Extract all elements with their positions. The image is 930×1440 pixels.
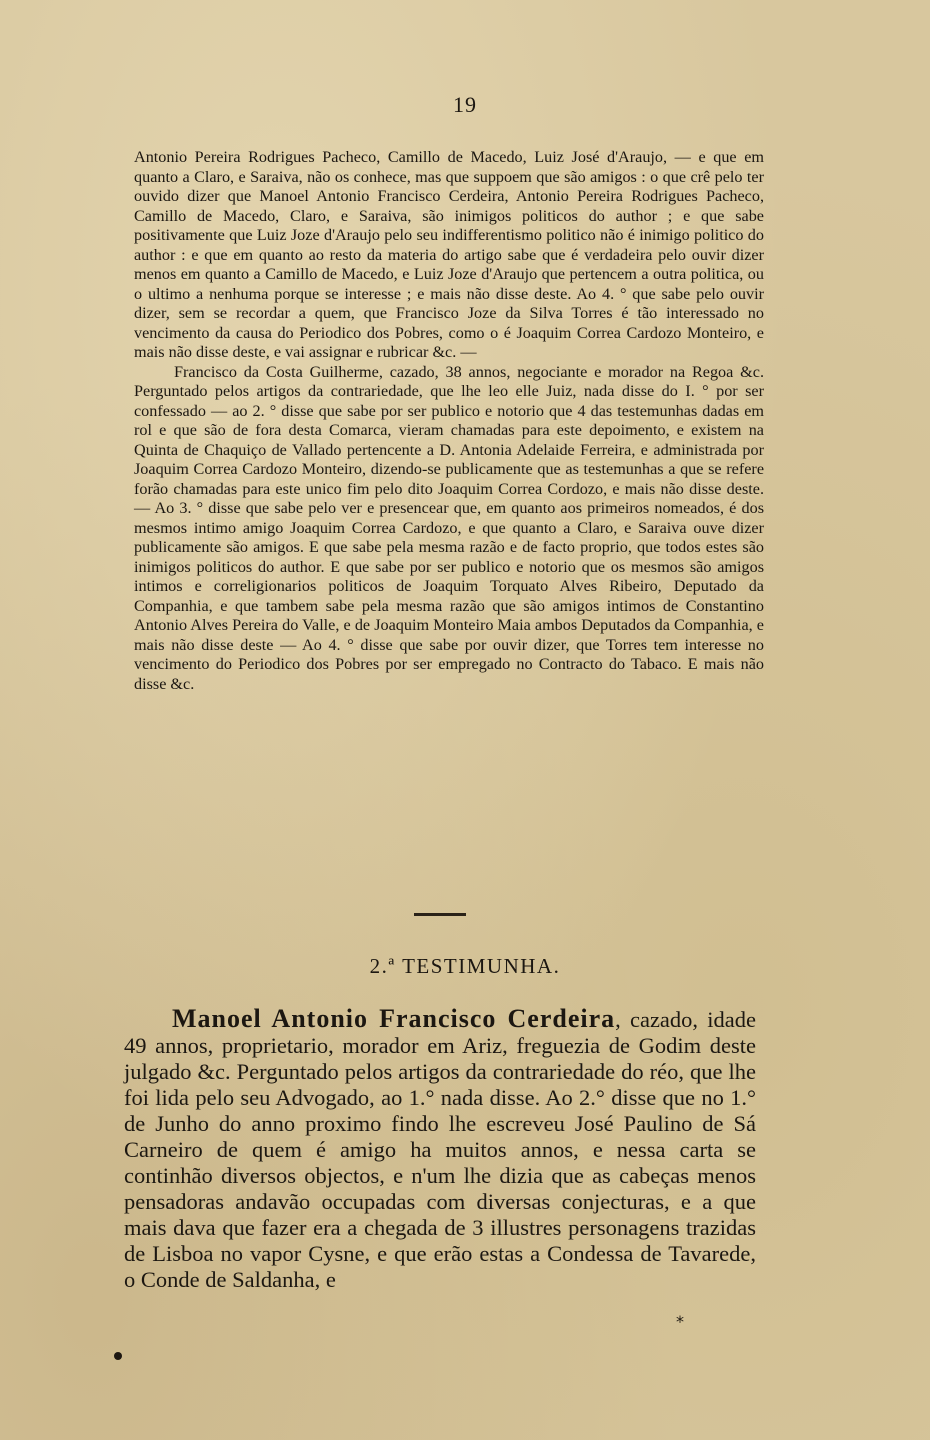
previous-deposition (134, 148, 764, 694)
testimony-paragraph (124, 1006, 756, 1293)
deposition-paragraph-2: Francisco da Costa Guilherme, cazado, 38 annos, negociante e morador na Regoa &c. Perguntado pelos artigos da contrariedade, que lhe leo elle Juiz, nada disse do I. ° por ser confessado — ao 2. ° disse que sabe por ser publico e notorio que 4 das testemunhas dadas em rol e que são de fora desta Comarca, vieram chamadas para este depoimento, e existem na Quinta de Chaquiço de Vallado pertencente a D. Antonia Adelaide Ferreira, e administrada por Joaquim Correa Cardozo Monteiro, dizendo-se publicamente que as testemunhas a que se refere forão chamadas para este unico fim pelo dito Joaquim Correa Cordozo, e mais não disse deste. — Ao 3. ° disse que sabe pelo ver e presencear que, em quanto aos primeiros nomeados, é dos mesmos intimo amigo Joaquim Correa Cardozo, e que quanto a Claro, e Saraiva ouve dizer publicamente são amigos. E que sabe pela mesma razão e de facto proprio, que todos estes são inimigos politicos do author. E que sabe por ser publico e notorio que os mesmos são amigos intimos e correligionarios politicos de Joaquim Torquato Alves Ribeiro, Deputado da Companhia, e que tambem sabe pela mesma razão que são amigos intimos de Constantino Antonio Alves Pereira do Valle, e de Joaquim Monteiro Maia ambos Deputados da Companhia, e mais não disse deste — Ao 4. ° disse que sabe por ouvir dizer, que Torres tem interesse no vencimento do Periodico dos Pobres por ser empregado no Contracto do Tabaco. E mais não disse &c. (134, 362, 764, 693)
asterisk-mark: * (676, 1312, 684, 1331)
witness-name: Manoel Antonio Francisco Cerdeira (172, 1004, 616, 1033)
witness-testimony (124, 1006, 756, 1293)
deposition-paragraph-1: Antonio Pereira Rodrigues Pacheco, Camillo de Macedo, Luiz José d'Araujo, — e que em quanto a Claro, e Saraiva, não os conhece, mas que suppoem que são amigos : o que crê pelo ter ouvido dizer que Manoel Antonio Francisco Cerdeira, Antonio Pereira Rodrigues Pacheco, Camillo de Macedo, Claro, e Saraiva, são inimigos politicos do author ; e que sabe positivamente que Luiz Joze d'Araujo pelo seu indifferentismo politico não é inimigo politico do author : e que em quanto ao resto da materia do artigo sabe que é verdadeira pelo ouvir dizer menos em quanto a Camillo de Macedo, e Luiz Joze d'Araujo que pertencem a outra politica, ou o ultimo a nenhuma porque se interesse ; e mais não disse deste. Ao 4. ° que sabe pelo ouvir dizer, sem se recordar a quem, que Francisco Joze da Silva Torres é tão interessado no vencimento da causa do Periodico dos Pobres, como o é Joaquim Correa Cardozo Monteiro, e mais não disse deste, e vai assignar e rubricar &c. — (134, 148, 764, 361)
page-number: 19 (453, 92, 477, 117)
section-heading: 2.ª TESTIMUNHA. (369, 954, 561, 978)
testimony-text: , cazado, idade 49 annos, proprietario, morador em Ariz, freguezia de Godim deste julgado &c. Perguntado pelos artigos da contrariedade do réo, que lhe foi lida pelo seu Advogado, ao 1.° nada disse. Ao 2.° disse que no 1.° de Junho do anno proximo findo lhe escreveu José Paulino de Sá Carneiro de quem é amigo ha muitos annos, e nessa carta se continhão diversos objectos, e n'um lhe dizia que as cabeças menos pensadoras andavão occupadas com diversas conjecturas, e a que mais dava que fazer era a chegada de 3 illustres personagens trazidas de Lisboa no vapor Cysne, e que erão estas a Condessa de Tavarede, o Conde de Saldanha, e (124, 1007, 756, 1292)
section-divider (414, 913, 466, 916)
ink-dot (114, 1352, 122, 1360)
